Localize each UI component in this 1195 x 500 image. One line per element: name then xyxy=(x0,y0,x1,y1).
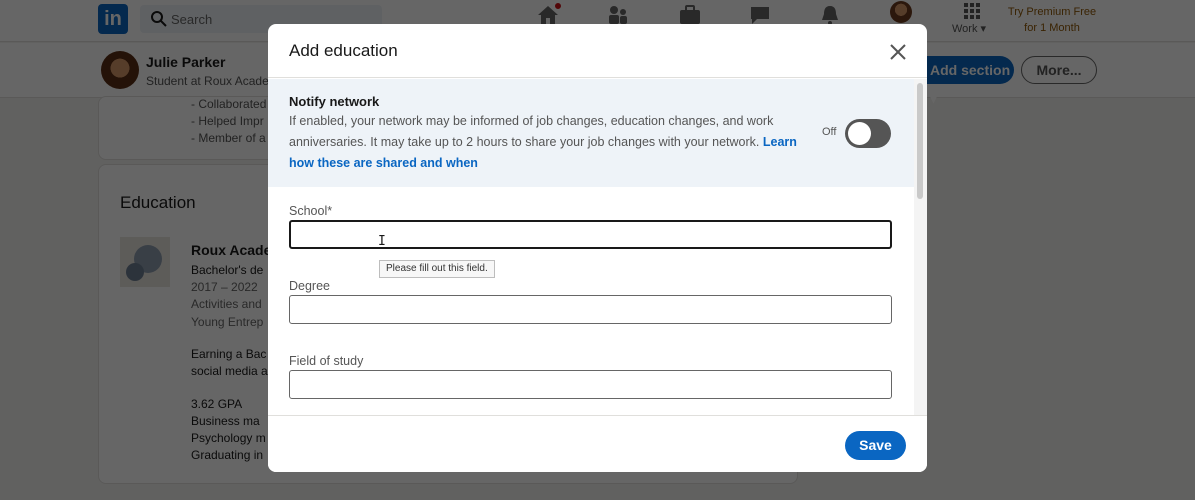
notify-network-panel xyxy=(268,79,914,187)
learn-more-link[interactable]: Learn how these are shared and when xyxy=(289,135,797,170)
field-of-study-input[interactable] xyxy=(289,370,892,399)
close-icon xyxy=(886,40,910,64)
add-education-modal xyxy=(268,24,927,472)
field-of-study-label: Field of study xyxy=(289,354,364,368)
close-button[interactable] xyxy=(886,40,910,64)
notify-network-toggle[interactable] xyxy=(845,119,891,148)
notify-title: Notify network xyxy=(289,94,380,109)
modal-body[interactable] xyxy=(268,79,927,415)
toggle-state-label: Off xyxy=(822,126,837,138)
modal-title: Add education xyxy=(289,41,398,60)
notify-text: If enabled, your network may be informed of job changes, education changes, and work anniversaries. It may take up to 2 hours to share your job changes with your network. xyxy=(289,114,774,149)
save-button[interactable]: Save xyxy=(845,431,906,460)
scrollbar-thumb[interactable] xyxy=(917,83,923,199)
school-label: School* xyxy=(289,204,333,218)
toggle-knob xyxy=(848,122,871,145)
modal-footer xyxy=(268,415,927,472)
text-cursor-icon: I xyxy=(378,234,386,249)
modal-header xyxy=(268,24,927,78)
degree-input[interactable] xyxy=(289,295,892,324)
validation-tooltip: Please fill out this field. xyxy=(379,260,495,278)
modal-scrollbar[interactable] xyxy=(914,79,927,415)
degree-label: Degree xyxy=(289,279,330,293)
notify-description xyxy=(289,111,819,174)
